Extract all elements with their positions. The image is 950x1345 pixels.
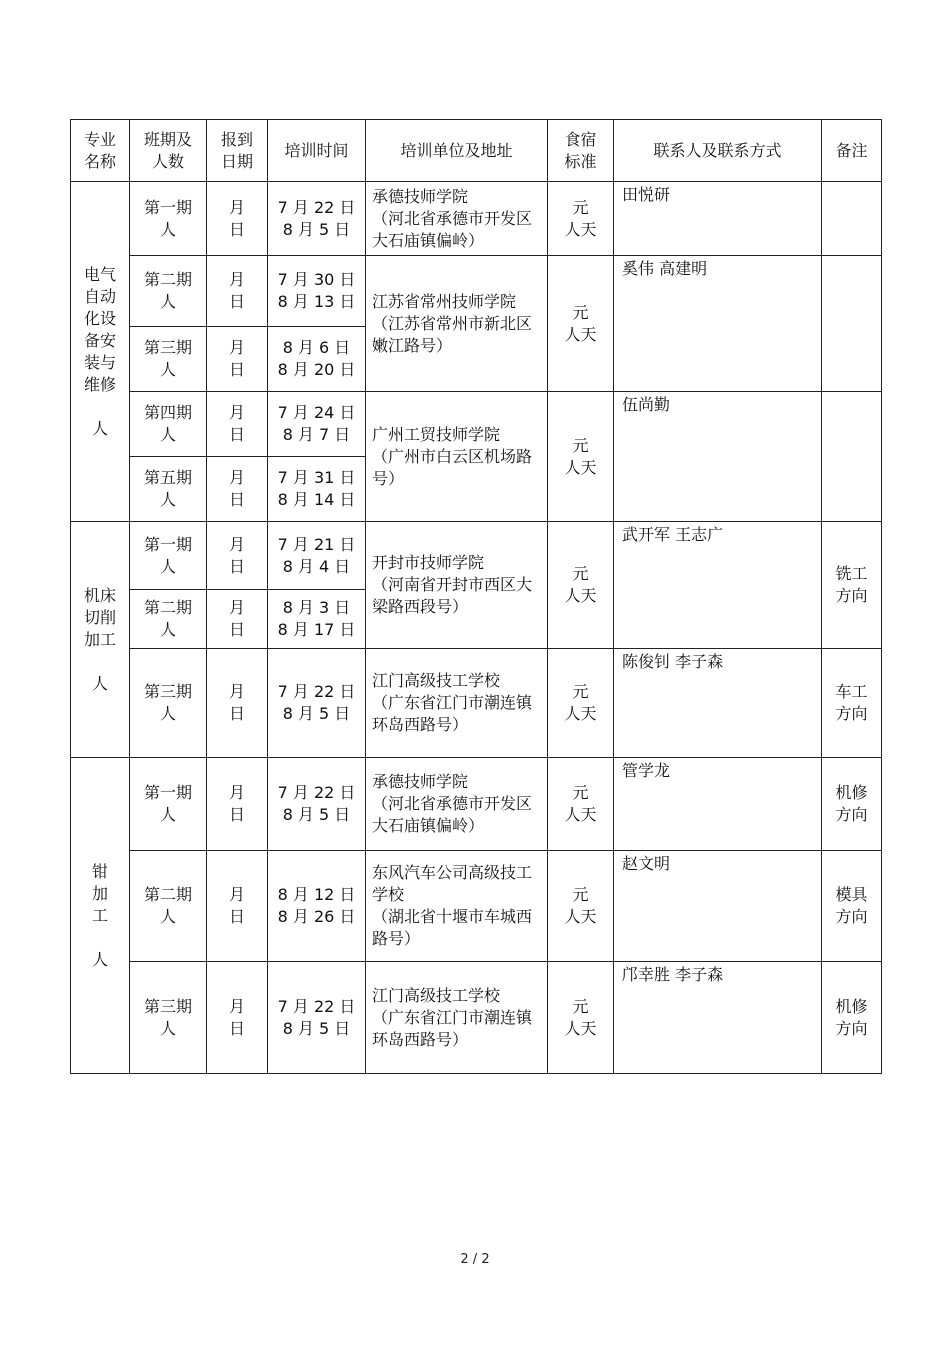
report-date-cell: 月 日 bbox=[207, 182, 268, 256]
header-training-time: 培训时间 bbox=[268, 120, 366, 182]
training-time-cell: 8 月 3 日 8 月 17 日 bbox=[268, 590, 366, 649]
period-cell: 第二期 人 bbox=[130, 590, 207, 649]
training-unit-cell: 江门高级技工学校 （广东省江门市潮连镇环岛西路号） bbox=[366, 962, 548, 1074]
lodging-cell: 元 人天 bbox=[548, 392, 614, 522]
notes-cell: 机修 方向 bbox=[822, 758, 882, 851]
training-time-cell: 7 月 22 日 8 月 5 日 bbox=[268, 649, 366, 758]
training-unit-cell: 江门高级技工学校 （广东省江门市潮连镇环岛西路号） bbox=[366, 649, 548, 758]
period-cell: 第四期 人 bbox=[130, 392, 207, 457]
period-cell: 第一期 人 bbox=[130, 758, 207, 851]
training-time-cell: 8 月 12 日 8 月 26 日 bbox=[268, 851, 366, 962]
table-row bbox=[71, 182, 882, 256]
page-number: 2 / 2 bbox=[460, 1252, 490, 1267]
table-row bbox=[71, 392, 882, 457]
notes-cell: 车工 方向 bbox=[822, 649, 882, 758]
contact-cell: 陈俊钊 李子森 bbox=[614, 649, 822, 758]
header-notes: 备注 bbox=[822, 120, 882, 182]
lodging-cell: 元 人天 bbox=[548, 522, 614, 649]
table-row bbox=[71, 522, 882, 590]
training-time-cell: 7 月 30 日 8 月 13 日 bbox=[268, 256, 366, 327]
lodging-cell: 元 人天 bbox=[548, 758, 614, 851]
table-row bbox=[71, 758, 882, 851]
notes-cell: 模具 方向 bbox=[822, 851, 882, 962]
header-lodging: 食宿 标准 bbox=[548, 120, 614, 182]
report-date-cell: 月 日 bbox=[207, 327, 268, 392]
lodging-cell: 元 人天 bbox=[548, 851, 614, 962]
contact-cell: 邝幸胜 李子森 bbox=[614, 962, 822, 1074]
report-date-cell: 月 日 bbox=[207, 522, 268, 590]
major-fitter: 钳 加 工 人 bbox=[71, 758, 130, 1074]
period-cell: 第一期 人 bbox=[130, 522, 207, 590]
training-time-cell: 7 月 22 日 8 月 5 日 bbox=[268, 182, 366, 256]
report-date-cell: 月 日 bbox=[207, 649, 268, 758]
report-date-cell: 月 日 bbox=[207, 758, 268, 851]
report-date-cell: 月 日 bbox=[207, 457, 268, 522]
table-row bbox=[71, 962, 882, 1074]
period-cell: 第三期 人 bbox=[130, 962, 207, 1074]
training-time-cell: 7 月 31 日 8 月 14 日 bbox=[268, 457, 366, 522]
report-date-cell: 月 日 bbox=[207, 851, 268, 962]
training-unit-cell: 开封市技师学院 （河南省开封市西区大梁路西段号） bbox=[366, 522, 548, 649]
training-unit-cell: 东风汽车公司高级技工学校 （湖北省十堰市车城西路号） bbox=[366, 851, 548, 962]
contact-cell: 伍尚勤 bbox=[614, 392, 822, 522]
header-period: 班期及 人数 bbox=[130, 120, 207, 182]
notes-cell bbox=[822, 182, 882, 256]
period-cell: 第三期 人 bbox=[130, 327, 207, 392]
header-major: 专业 名称 bbox=[71, 120, 130, 182]
major-machining: 机床 切削 加工 人 bbox=[71, 522, 130, 758]
training-time-cell: 7 月 22 日 8 月 5 日 bbox=[268, 962, 366, 1074]
lodging-cell: 元 人天 bbox=[548, 182, 614, 256]
lodging-cell: 元 人天 bbox=[548, 256, 614, 392]
table-row bbox=[71, 649, 882, 758]
period-cell: 第五期 人 bbox=[130, 457, 207, 522]
report-date-cell: 月 日 bbox=[207, 256, 268, 327]
notes-cell: 铣工 方向 bbox=[822, 522, 882, 649]
training-time-cell: 7 月 21 日 8 月 4 日 bbox=[268, 522, 366, 590]
training-unit-cell: 广州工贸技师学院 （广州市白云区机场路号） bbox=[366, 392, 548, 522]
notes-cell bbox=[822, 256, 882, 392]
training-time-cell: 7 月 22 日 8 月 5 日 bbox=[268, 758, 366, 851]
header-report-date: 报到 日期 bbox=[207, 120, 268, 182]
contact-cell: 武开军 王志广 bbox=[614, 522, 822, 649]
period-cell: 第一期 人 bbox=[130, 182, 207, 256]
notes-cell: 机修 方向 bbox=[822, 962, 882, 1074]
table-row bbox=[71, 851, 882, 962]
header-contact: 联系人及联系方式 bbox=[614, 120, 822, 182]
report-date-cell: 月 日 bbox=[207, 590, 268, 649]
contact-cell: 管学龙 bbox=[614, 758, 822, 851]
lodging-cell: 元 人天 bbox=[548, 962, 614, 1074]
training-time-cell: 7 月 24 日 8 月 7 日 bbox=[268, 392, 366, 457]
header-row bbox=[71, 120, 882, 182]
period-cell: 第三期 人 bbox=[130, 649, 207, 758]
report-date-cell: 月 日 bbox=[207, 962, 268, 1074]
table-row bbox=[71, 256, 882, 327]
training-time-cell: 8 月 6 日 8 月 20 日 bbox=[268, 327, 366, 392]
notes-cell bbox=[822, 392, 882, 522]
training-unit-cell: 承德技师学院 （河北省承德市开发区大石庙镇偏岭） bbox=[366, 182, 548, 256]
training-unit-cell: 承德技师学院 （河北省承德市开发区大石庙镇偏岭） bbox=[366, 758, 548, 851]
period-cell: 第二期 人 bbox=[130, 851, 207, 962]
contact-cell: 奚伟 高建明 bbox=[614, 256, 822, 392]
header-training-unit: 培训单位及地址 bbox=[366, 120, 548, 182]
contact-cell: 田悦研 bbox=[614, 182, 822, 256]
period-cell: 第二期 人 bbox=[130, 256, 207, 327]
report-date-cell: 月 日 bbox=[207, 392, 268, 457]
major-electrical: 电气 自动 化设 备安 装与 维修 人 bbox=[71, 182, 130, 522]
contact-cell: 赵文明 bbox=[614, 851, 822, 962]
lodging-cell: 元 人天 bbox=[548, 649, 614, 758]
training-schedule-table bbox=[70, 119, 882, 1074]
training-unit-cell: 江苏省常州技师学院 （江苏省常州市新北区嫩江路号） bbox=[366, 256, 548, 392]
